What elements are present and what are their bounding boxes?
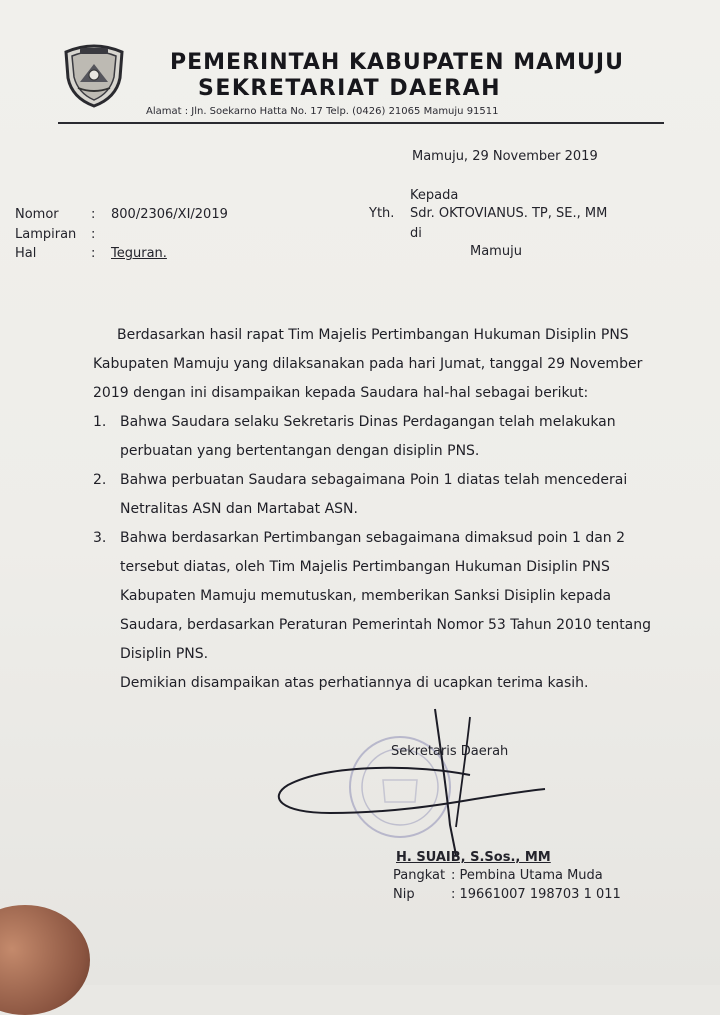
rank-value: : Pembina Utama Muda <box>451 868 603 883</box>
letterhead-office: SEKRETARIAT DAERAH <box>198 76 502 101</box>
intro-line-2: Kabupaten Mamuju yang dilaksanakan pada hari Jumat, tanggal 29 November <box>93 356 643 372</box>
intro-line-1: Berdasarkan hasil rapat Tim Majelis Pertimbangan Hukuman Disiplin PNS <box>117 327 629 343</box>
intro-line-3: 2019 dengan ini disampaikan kepada Saudara hal-hal sebagai berikut: <box>93 385 589 401</box>
point-3-line-3: Kabupaten Mamuju memutuskan, memberikan Sanksi Disiplin kepada <box>120 588 612 604</box>
signatory-title: Sekretaris Daerah <box>391 744 509 759</box>
point-3-line-2: tersebut diatas, oleh Tim Majelis Pertimbangan Hukuman Disiplin PNS <box>120 559 610 575</box>
recipient-di: di <box>410 226 422 241</box>
hal-label: Hal <box>15 246 37 261</box>
point-2-line-1: Bahwa perbuatan Saudara sebagaimana Poin 1 diatas telah mencederai <box>120 472 628 488</box>
recipient-name: Sdr. OKTOVIANUS. TP, SE., MM <box>410 206 608 221</box>
place-date: Mamuju, 29 November 2019 <box>412 149 598 164</box>
nomor-colon: : <box>91 207 96 222</box>
nip-label: Nip <box>393 887 415 902</box>
point-3-line-1: Bahwa berdasarkan Pertimbangan sebagaimana dimaksud poin 1 dan 2 <box>120 530 626 546</box>
letterhead-divider <box>58 122 664 124</box>
point-1-line-2: perbuatan yang bertentangan dengan disiplin PNS. <box>120 443 480 459</box>
signatory-name: H. SUAIB, S.Sos., MM <box>396 850 551 865</box>
nomor-value: 800/2306/XI/2019 <box>111 207 228 222</box>
nip-value: : 19661007 198703 1 011 <box>451 887 621 902</box>
rank-label: Pangkat <box>393 868 446 883</box>
lampiran-colon: : <box>91 227 96 242</box>
point-3-line-5: Disiplin PNS. <box>120 646 209 662</box>
point-3-line-4: Saudara, berdasarkan Peraturan Pemerintah Nomor 53 Tahun 2010 tentang <box>120 617 652 633</box>
hal-colon: : <box>91 246 96 261</box>
lampiran-label: Lampiran <box>15 227 77 242</box>
regency-crest-icon <box>60 42 128 108</box>
handwritten-signature-icon <box>270 705 550 865</box>
closing-sentence: Demikian disampaikan atas perhatiannya di ucapkan terima kasih. <box>120 675 589 691</box>
nomor-label: Nomor <box>15 207 59 222</box>
point-2-line-2: Netralitas ASN dan Martabat ASN. <box>120 501 358 517</box>
point-3-number: 3. <box>93 530 107 546</box>
letterhead-government: PEMERINTAH KABUPATEN MAMUJU <box>170 50 624 75</box>
point-1-number: 1. <box>93 414 107 430</box>
recipient-yth: Yth. <box>369 206 395 221</box>
point-2-number: 2. <box>93 472 107 488</box>
letterhead-address: Alamat : Jln. Soekarno Hatta No. 17 Telp. (0426) 21065 Mamuju 91511 <box>146 106 499 117</box>
hal-value: Teguran. <box>111 246 167 261</box>
thumb-in-photo <box>0 905 90 1015</box>
recipient-city: Mamuju <box>470 244 522 259</box>
point-1-line-1: Bahwa Saudara selaku Sekretaris Dinas Perdagangan telah melakukan <box>120 414 616 430</box>
recipient-kepada: Kepada <box>410 188 459 203</box>
